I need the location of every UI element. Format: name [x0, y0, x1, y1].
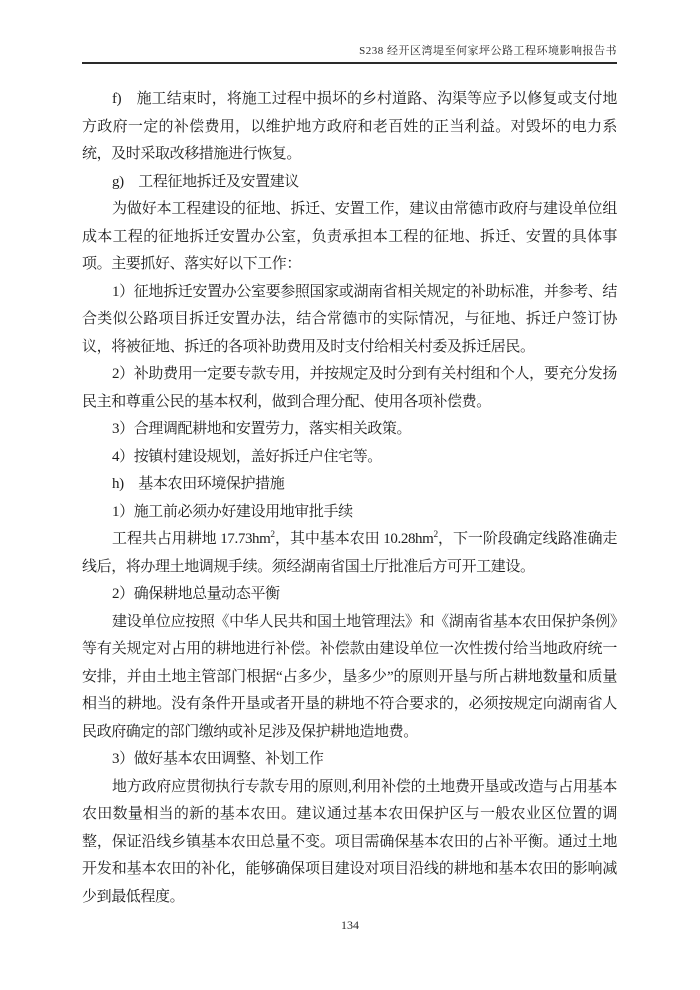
- land-use-text: ，下一阶段确定线路准确走线后，将办理土地调规手续。须经湖南省国土厅批准后方可开工建设。: [82, 531, 618, 575]
- page-header-title: S238 经开区湾堤至何家坪公路工程环境影响报告书: [82, 42, 617, 64]
- list-item: 4）按镇村建设规划，盖好拆迁户住宅等。: [112, 448, 382, 465]
- sub-heading: 2）确保耕地总量动态平衡: [112, 586, 280, 602]
- list-item: 1）征地拆迁安置办公室要参照国家或湖南省相关规定的补助标准，并参考、结合类似公路项目拆迁安置办法，结合常德市的实际情况，与征地、拆迁户签订协议，将被征地、拆迁的各项补助费用及时支付给相关村委及拆迁居民。: [82, 283, 617, 355]
- document-body: [82, 86, 617, 911]
- section-heading: h) 基本农田环境保护措施: [112, 476, 285, 492]
- superscript: 2: [433, 530, 438, 540]
- list-item: 3）合理调配耕地和安置劳力，落实相关政策。: [112, 421, 412, 437]
- land-use-text: 工程共占用耕地 17.73hm: [112, 531, 271, 547]
- paragraph: 建设单位应按照《中华人民共和国土地管理法》和《湖南省基本农田保护条例》等有关规定对占用的耕地进行补偿。补偿款由建设单位一次性拨付给当地政府统一安排，并由土地主管部门根据“占多少，垦多少”的原则开垦与所占耕地数量和质量相当的耕地。没有条件开垦或者开垦的耕地不符合要求的，必须按规定向湖南省人民政府确定的部门缴纳或补足涉及保护耕地造地费。: [82, 613, 617, 740]
- section-heading: g) 工程征地拆迁及安置建议: [112, 173, 299, 190]
- sub-heading: 3）做好基本农田调整、补划工作: [112, 751, 324, 767]
- land-use-text: ，其中基本农田 10.28hm: [274, 531, 434, 547]
- page-number: 134: [341, 918, 359, 932]
- superscript: 2: [270, 530, 275, 540]
- paragraph-land-use: [82, 526, 617, 581]
- sub-heading: 1）施工前必须办好建设用地审批手续: [112, 503, 353, 520]
- paragraph: 为做好本工程建设的征地、拆迁、安置工作，建议由常德市政府与建设单位组成本工程的征地拆迁安置办公室，负责承担本工程的征地、拆迁、安置的具体事项。主要抓好、落实好以下工作：: [82, 201, 617, 272]
- list-item: 2）补助费用一定要专款专用，并按规定及时分到有关村组和个人，要充分发扬民主和尊重公民的基本权利，做到合理分配、使用各项补偿费。: [82, 366, 617, 410]
- paragraph: 地方政府应贯彻执行专款专用的原则,利用补偿的土地费开垦或改造与占用基本农田数量相当的新的基本农田。建议通过基本农田保护区与一般农业区位置的调整，保证沿线乡镇基本农田总量不变。项目需确保基本农田的占补平衡。通过土地开发和基本农田的补化，能够确保项目建设对项目沿线的耕地和基本农田的影响减少到最低程度。: [82, 778, 617, 905]
- paragraph: f) 施工结束时，将施工过程中损坏的乡村道路、沟渠等应予以修复或支付地方政府一定的补偿费用，以维护地方政府和老百姓的正当利益。对毁坏的电力系统，及时采取改移措施进行恢复。: [82, 91, 617, 162]
